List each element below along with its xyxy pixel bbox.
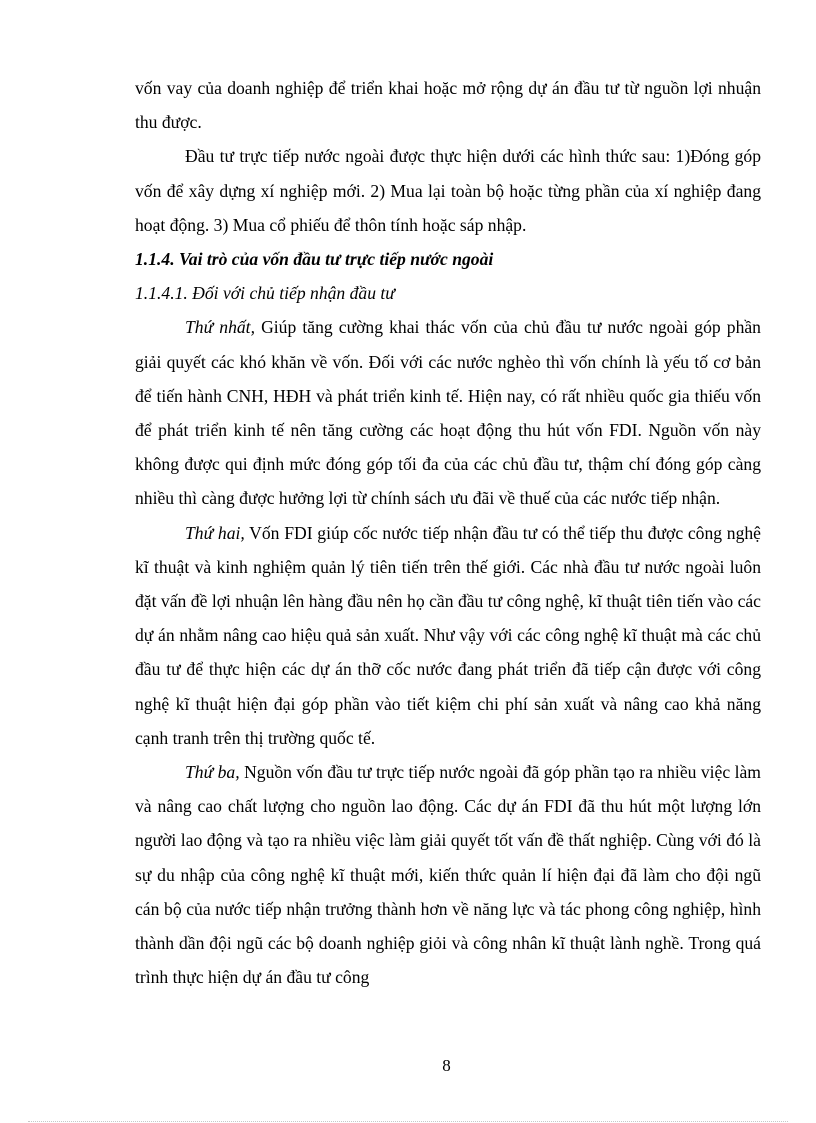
point-3-text: Nguồn vốn đầu tư trực tiếp nước ngoài đã góp phần tạo ra nhiều việc làm và nâng cao chất lượng cho nguồn lao động. Các dự án FDI đã thu hút một lượng lớn người lao động và tạo ra nhiều việc làm giải quyết tốt vấn đề thất nghiệp. Cùng với đó là sự du nhập của công nghệ kĩ thuật mới, kiến thức quản lí hiện đại đã làm cho đội ngũ cán bộ của nước tiếp nhận trưởng thành hơn về năng lực và tác phong công nghiệp, hình thành dần đội ngũ các bộ doanh nghiệp giỏi và công nhân kĩ thuật lành nghề. Trong quá trình thực hiện dự án đầu tư công [135,762,761,988]
point-1-text: Giúp tăng cường khai thác vốn của chủ đầu tư nước ngoài góp phần giải quyết các khó khăn về vốn. Đối với các nước nghèo thì vốn chính là yếu tố cơ bản để tiến hành CNH, HĐH và phát triển kinh tế. Hiện nay, có rất nhiều quốc gia thiếu vốn để phát triển kinh tế nên tăng cường các hoạt động thu hút vốn FDI. Nguồn vốn này không được qui định mức đóng góp tối đa của các chủ đầu tư, thậm chí đóng góp càng nhiều thì càng được hưởng lợi từ chính sách ưu đãi về thuế của các nước tiếp nhận. [135,317,761,509]
section-heading: 1.1.4. Vai trò của vốn đầu tư trực tiếp nước ngoài [135,249,494,270]
paragraph-continuation: vốn vay của doanh nghiệp để triển khai hoặc mở rộng dự án đầu tư từ nguồn lợi nhuận thu được. [135,78,761,133]
paragraph-point-2 [135,516,761,755]
point-2-text: Vốn FDI giúp cốc nước tiếp nhận đầu tư có thể tiếp thu được công nghệ kĩ thuật và kinh nghiệm quản lý tiên tiến trên thế giới. Các nhà đầu tư nước ngoài luôn đặt vấn đề lợi nhuận lên hàng đầu nên họ cần đầu tư công nghệ, kĩ thuật tiên tiến vào các dự án nhằm nâng cao hiệu quả sản xuất. Như vậy với các công nghệ kĩ thuật mà các chủ đầu tư để thực hiện các dự án thỡ cốc nước đang phát triển đã tiếp cận được với công nghệ kĩ thuật hiện đại góp phần vào tiết kiệm chi phí sản xuất và nâng cao khả năng cạnh tranh trên thị trường quốc tế. [135,522,761,748]
point-1-lead: Thứ nhất, [185,317,255,338]
page-number: 8 [442,1056,451,1075]
footer-divider [28,1121,788,1122]
point-3-lead: Thứ ba, [185,762,240,783]
paragraph-investment-forms: Đầu tư trực tiếp nước ngoài được thực hiện dưới các hình thức sau: 1)Đóng góp vốn để xây dựng xí nghiệp mới. 2) Mua lại toàn bộ hoặc từng phần của xí nghiệp đang hoạt động. 3) Mua cổ phiếu để thôn tính hoặc sáp nhập. [135,146,761,235]
paragraph-point-3 [135,755,761,994]
paragraph-point-1 [135,310,761,515]
body-text [135,71,761,994]
point-2-lead: Thứ hai, [185,522,245,543]
subsection-heading: 1.1.4.1. Đối với chủ tiếp nhận đầu tư [135,283,395,304]
